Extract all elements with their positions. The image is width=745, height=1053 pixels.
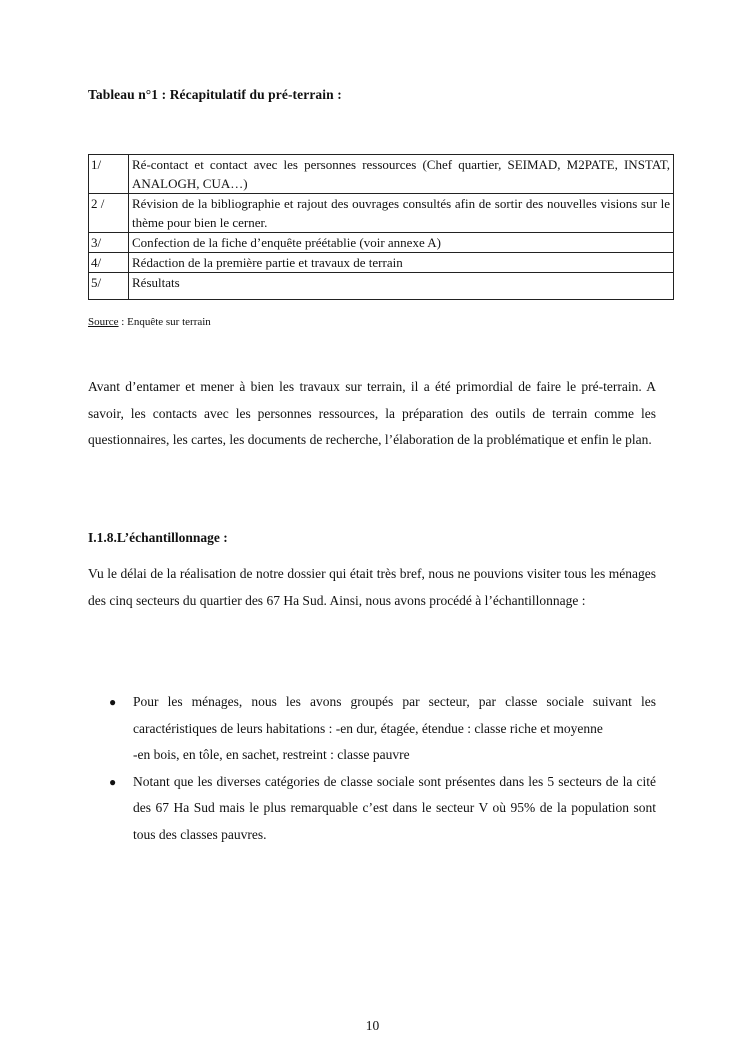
bullet-icon: ● [109, 695, 117, 709]
row-number: 2 / [89, 194, 129, 233]
section-paragraph: Vu le délai de la réalisation de notre dossier qui était très bref, nous ne pouvions visiter tous les ménages des cinq secteurs du quartier des 67 Ha Sud. Ainsi, nous avons procédé à l’échantillonnage : [88, 566, 656, 608]
row-text: Révision de la bibliographie et rajout des ouvrages consultés afin de sortir des nouvelles visions sur le thème pour bien le cerner. [129, 194, 674, 233]
bullet-icon: ● [109, 774, 117, 789]
recap-table [88, 154, 674, 300]
row-number: 4/ [89, 253, 129, 273]
table-source [88, 316, 211, 328]
table-row [89, 155, 674, 194]
table-row [89, 253, 674, 273]
section-heading: I.1.8.L’échantillonnage : [88, 530, 228, 545]
row-text: Résultats [129, 273, 674, 300]
list-item-extra: -en bois, en tôle, en sachet, restreint : classe pauvre [133, 747, 410, 762]
bullet-list [88, 689, 656, 848]
table-row [89, 233, 674, 253]
list-item-text: Notant que les diverses catégories de classe sociale sont présentes dans les 5 secteurs de la cité des 67 Ha Sud mais le plus remarquable c’est dans le secteur V où 95% de la population sont tous des classes pauvres. [133, 773, 656, 842]
source-text: : Enquête sur terrain [118, 316, 211, 328]
list-item-text: Pour les ménages, nous les avons groupés par secteur, par classe sociale suivant les caractéristiques de leurs habitations : -en dur, étagée, étendue : classe riche et moyenne [133, 694, 656, 736]
table-title: Tableau n°1 : Récapitulatif du pré-terrain : [88, 87, 342, 102]
row-text: Confection de la fiche d’enquête préétablie (voir annexe A) [129, 233, 674, 253]
row-text: Ré-contact et contact avec les personnes ressources (Chef quartier, SEIMAD, M2PATE, INSTAT, ANALOGH, CUA…) [129, 155, 674, 194]
list-item [88, 689, 656, 769]
table-row [89, 273, 674, 300]
row-number: 1/ [89, 155, 129, 194]
table-row [89, 194, 674, 233]
intro-paragraph: Avant d’entamer et mener à bien les travaux sur terrain, il a été primordial de faire le pré-terrain. A savoir, les contacts avec les personnes ressources, la préparation des outils de terrain comme les questionnaires, les cartes, les documents de recherche, l’élaboration de la problématique et enfin le plan. [88, 379, 656, 447]
row-number: 5/ [89, 273, 129, 300]
source-label: Source [88, 316, 119, 328]
page-number: 10 [365, 1018, 380, 1033]
row-number: 3/ [89, 233, 129, 253]
list-item [88, 769, 656, 849]
row-text: Rédaction de la première partie et travaux de terrain [129, 253, 674, 273]
